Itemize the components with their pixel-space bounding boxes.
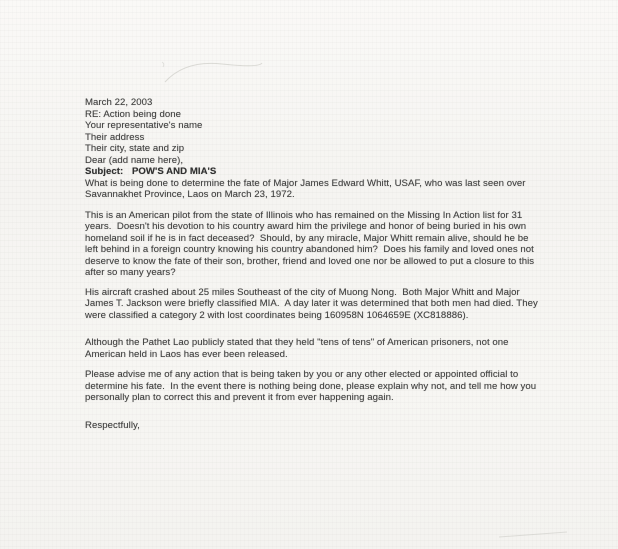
paragraph-crash-details: His aircraft crashed about 25 miles Southeast of the city of Muong Nong. Both Major Whitt and Major James T. Jackson were briefly classified MIA. A day later it was determined that both men had died. They were classified a category 2 with lost coordinates being 160958N 1064659E (XC818886). (85, 286, 541, 321)
paragraph-pathet-lao: Although the Pathet Lao publicly stated that they held "tens of tens" of American prisoners, not one American held in Laos has ever been released. (85, 337, 511, 360)
subject-line (85, 166, 540, 178)
paragraph-fate-inquiry: What is being done to determine the fate of Major James Edward Whitt, USAF, who was last seen over Savannakhet Province, Laos on March 23, 1972. (85, 177, 529, 200)
re-line: RE: Action being done (85, 108, 181, 120)
letter-date: March 22, 2003 (85, 97, 153, 108)
address-line-city: Their city, state and zip (85, 143, 185, 154)
scan-smudge-top (150, 50, 270, 95)
letter-content (85, 97, 540, 431)
salutation: Dear (add name here), (85, 154, 184, 166)
address-line-street: Their address (85, 131, 145, 143)
subject-label: Subject: (85, 166, 124, 177)
paragraph-request-action: Please advise me of any action that is being taken by you or any other elected or appointed official to determine his fate. In the event there is nothing being done, please explain why not, and tell me how you personally plan to correct this and prevent it from ever happening again. (85, 369, 539, 403)
scan-smudge-bottom (495, 528, 575, 540)
closing: Respectfully, (85, 419, 140, 431)
letter-body (85, 178, 540, 404)
address-line-name: Your representative's name (85, 120, 203, 131)
subject-text: POW'S AND MIA'S (131, 166, 217, 177)
paragraph-mia-list: This is an American pilot from the state of Illinois who has remained on the Missing In Action list for 31 years. Doesn't his devotion to his country award him the privilege and honor of being buried in his own homeland soil if he is in fact deceased? Should, by any miracle, Major Whitt remain alive, should he be left behind in a foreign country knowing his country abandoned him? Does his family and loved ones not deserve to know the fate of their son, brother, friend and loved one nor be allowed to put a closure to this after so many years? (85, 209, 537, 278)
recipient-address-block (85, 120, 540, 155)
